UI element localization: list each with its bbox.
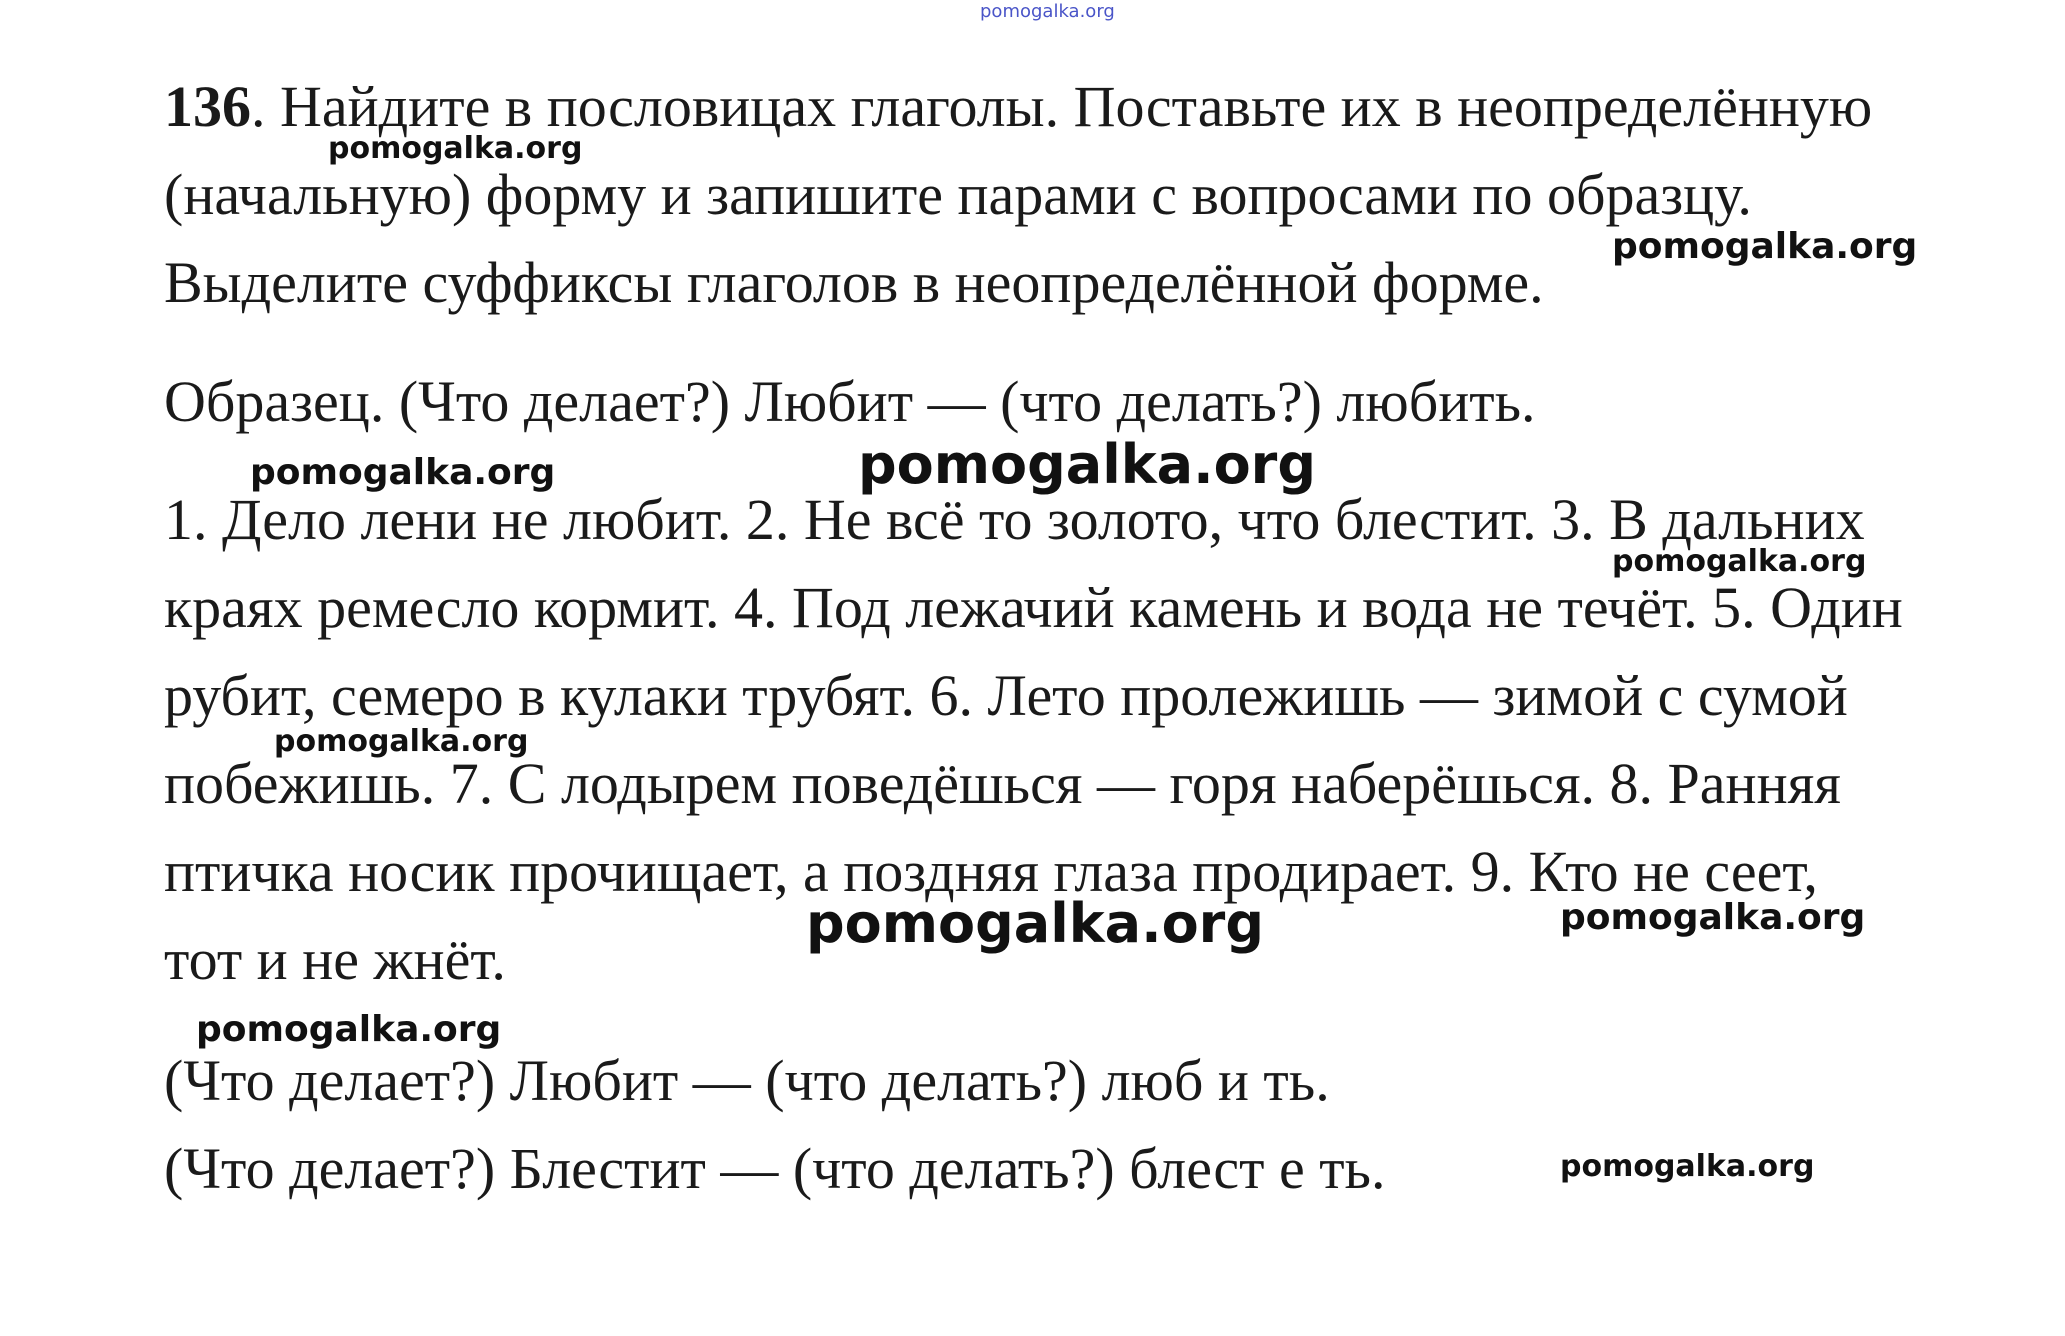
task-line-3: Выделите суффиксы глаголов в неопределённой форме.: [164, 250, 1544, 315]
watermark: pomogalka.org: [806, 892, 1264, 955]
watermark: pomogalka.org: [328, 131, 583, 166]
sample-line: Образец. (Что делает?) Любит — (что делать?) любить.: [164, 369, 1536, 434]
task-line-1: [164, 74, 1873, 139]
task-text-1: . Найдите в пословицах глаголы. Поставьте их в неопределённую: [251, 74, 1873, 139]
watermark: pomogalka.org: [196, 1009, 502, 1050]
watermark: pomogalka.org: [274, 724, 529, 759]
answer-line: (Что делает?) Блестит — (что делать?) блест е ть.: [164, 1136, 1386, 1201]
watermark: pomogalka.org: [1560, 897, 1866, 938]
watermark: pomogalka.org: [1612, 544, 1867, 579]
proverb-line: тот и не жнёт.: [164, 927, 506, 992]
proverb-line: 1. Дело лени не любит. 2. Не всё то золото, что блестит. 3. В дальних: [164, 487, 1865, 552]
proverb-line: побежишь. 7. С лодырем поведёшься — горя наберёшься. 8. Ранняя: [164, 751, 1841, 816]
watermark-top: pomogalka.org: [980, 1, 1115, 22]
task-number: 136: [164, 74, 251, 139]
watermark: pomogalka.org: [1612, 226, 1918, 267]
proverb-line: краях ремесло кормит. 4. Под лежачий камень и вода не течёт. 5. Один: [164, 575, 1903, 640]
proverb-line: рубит, семеро в кулаки трубят. 6. Лето пролежишь — зимой с сумой: [164, 663, 1848, 728]
watermark: pomogalka.org: [858, 433, 1316, 496]
watermark: pomogalka.org: [1560, 1149, 1815, 1184]
proverb-line: птичка носик прочищает, а поздняя глаза продирает. 9. Кто не сеет,: [164, 839, 1818, 904]
answer-line: (Что делает?) Любит — (что делать?) люб и ть.: [164, 1048, 1330, 1113]
watermark: pomogalka.org: [250, 452, 556, 493]
task-line-2: (начальную) форму и запишите парами с вопросами по образцу.: [164, 162, 1752, 227]
